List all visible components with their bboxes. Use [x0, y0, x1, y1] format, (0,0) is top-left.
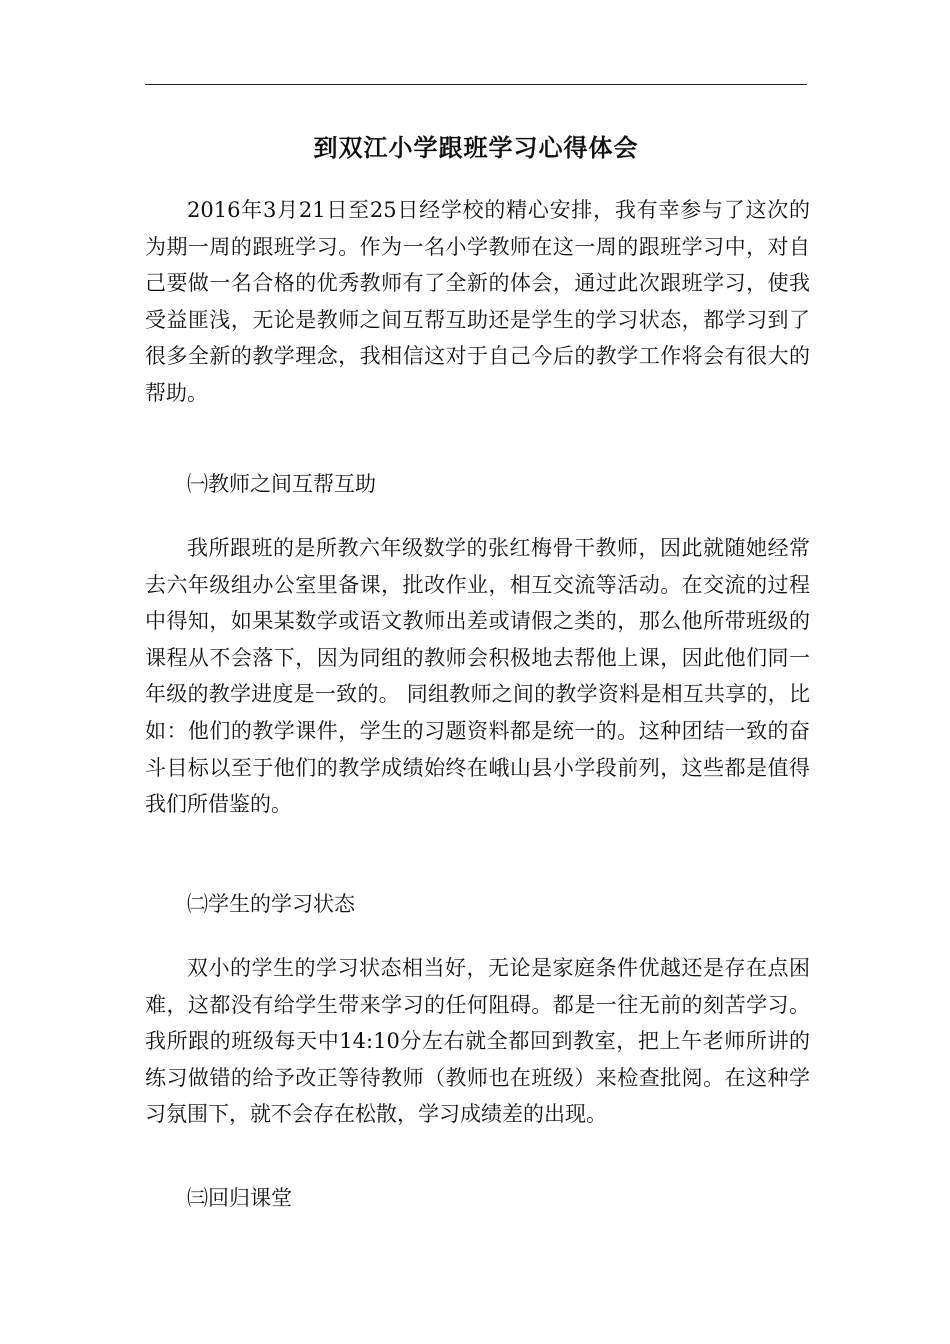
section-heading-2: ㈡学生的学习状态 [187, 892, 355, 916]
paragraph-intro: 2016年3月21日至25日经学校的精心安排，我有幸参与了这次的为期一周的跟班学习。作为一名小学教师在这一周的跟班学习中，对自己要做一名合格的优秀教师有了全新的体会，通过此次跟班学习，使我受益匪浅，无论是教师之间互帮互助还是学生的学习状态，都学习到了很多全新的教学理念，我相信这对于自己今后的教学工作将会有很大的帮助。 [145, 198, 810, 405]
document-title: 到双江小学跟班学习心得体会 [313, 133, 639, 162]
paragraph-mutual-help: 我所跟班的是所教六年级数学的张红梅骨干教师，因此就随她经常去六年级组办公室里备课，批改作业，相互交流等活动。在交流的过程中得知，如果某数学或语文教师出差或请假之类的，那么他所带班级的课程从不会落下，因为同组的教师会积极地去帮他上课，因此他们同一年级的教学进度是一致的。 同组教师之间的教学资料是相互共享的，比如：他们的教学课件，学生的习题资料都是统一的。这种团结一致的奋斗目标以至于他们的教学成绩始终在峨山县小学段前列，这些都是值得我们所借鉴的。 [145, 536, 810, 817]
section-heading-1: ㈠教师之间互帮互助 [187, 472, 376, 496]
section-heading-3: ㈢回归课堂 [187, 1186, 292, 1210]
paragraph-learning-state: 双小的学生的学习状态相当好，无论是家庭条件优越还是存在点困难，这都没有给学生带来学习的任何阻碍。都是一往无前的刻苦学习。我所跟的班级每天中14:10分左右就全都回到教室，把上午老师所讲的练习做错的给予改正等待教师（教师也在班级）来检查批阅。在这种学习氛围下，就不会存在松散，学习成绩差的出现。 [145, 956, 810, 1127]
header-rule [145, 84, 807, 85]
